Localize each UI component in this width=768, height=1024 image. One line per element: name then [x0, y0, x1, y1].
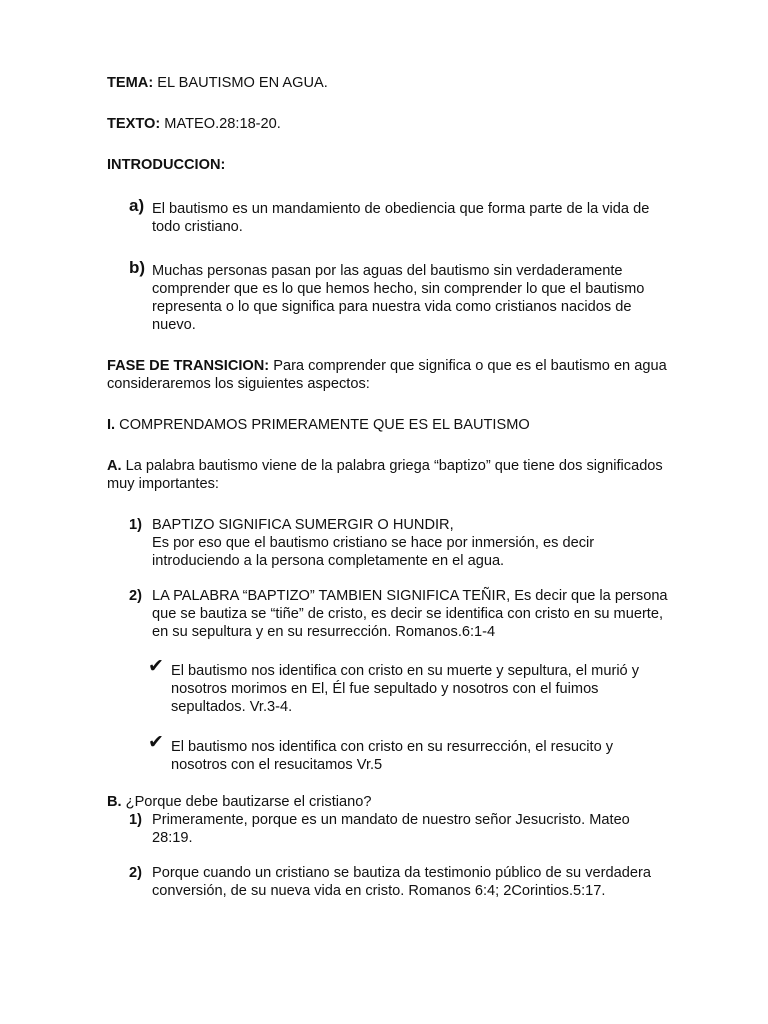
list-marker: 1) [129, 812, 142, 828]
b-item-2-text: Porque cuando un cristiano se bautiza da testimonio público de su verdadera conversión, de su nueva vida en cristo. Romanos 6:4; 2Corintios.5:17. [152, 865, 651, 899]
a-item-2 [129, 587, 669, 641]
fase-text: Para comprender que significa o que es el bautismo en agua consideraremos los siguientes aspectos: [107, 358, 667, 392]
b-item-1-text: Primeramente, porque es un mandato de nuestro señor Jesucristo. Mateo 28:19. [152, 812, 630, 846]
b-item-2 [129, 864, 669, 900]
texto-text: MATEO.28:18-20. [160, 116, 281, 132]
point-a-text: La palabra bautismo viene de la palabra griega “baptizo” que tiene dos significados muy importantes: [107, 458, 663, 492]
a-item-1-line2: Es por eso que el bautismo cristiano se hace por inmersión, es decir introduciendo a la persona completamente en el agua. [152, 535, 595, 569]
b-item-1 [129, 811, 669, 847]
tema-text: EL BAUTISMO EN AGUA. [153, 75, 328, 91]
point-a [107, 457, 667, 493]
point-a-label: A. [107, 458, 122, 474]
introduccion-heading: INTRODUCCION: [107, 157, 226, 173]
a-item-2-text: LA PALABRA “BAPTIZO” TAMBIEN SIGNIFICA TEÑIR, Es decir que la persona que se bautiza se “tiñe” de cristo, es decir se identifica con cristo en su muerte, en su sepultura y en su resurrección. Romanos.6:1-4 [152, 588, 668, 640]
a-item-1 [129, 516, 669, 570]
check-item-2 [148, 732, 668, 774]
section-text: COMPRENDAMOS PRIMERAMENTE QUE ES EL BAUTISMO [115, 417, 530, 433]
checkmark-icon: ✔ [148, 732, 164, 753]
intro-item-text: Muchas personas pasan por las aguas del bautismo sin verdaderamente comprender que es lo que hemos hecho, sin comprender lo que el bautismo representa o lo que significa para nuestra vida como cristianos nacidos de nuevo. [152, 263, 645, 333]
texto-line [107, 115, 667, 133]
point-b-label: B. [107, 794, 122, 810]
check-item-text: El bautismo nos identifica con cristo en su muerte y sepultura, el murió y nosotros morimos en El, Él fue sepultado y nosotros con el fuimos sepultados. Vr.3-4. [171, 663, 640, 715]
tema-line [107, 74, 667, 92]
intro-item-text: El bautismo es un mandamiento de obediencia que forma parte de la vida de todo cristiano. [152, 201, 650, 235]
section-label: I. [107, 417, 116, 433]
list-marker: 2) [129, 865, 142, 881]
a-item-1-line1: BAPTIZO SIGNIFICA SUMERGIR O HUNDIR, [152, 517, 454, 533]
list-marker: a) [129, 196, 145, 215]
point-b [107, 793, 667, 811]
intro-item-b [129, 258, 669, 334]
intro-item-a [129, 196, 669, 236]
tema-label: TEMA: [107, 75, 154, 91]
section-heading-1 [107, 416, 667, 434]
point-b-text: ¿Porque debe bautizarse el cristiano? [121, 794, 372, 810]
texto-label: TEXTO: [107, 116, 161, 132]
fase-transicion [107, 357, 667, 393]
fase-label: FASE DE TRANSICION: [107, 358, 270, 374]
list-marker: b) [129, 258, 146, 277]
checkmark-icon: ✔ [148, 656, 164, 677]
list-marker: 2) [129, 588, 142, 604]
check-item-1 [148, 656, 668, 716]
list-marker: 1) [129, 517, 142, 533]
check-item-text: El bautismo nos identifica con cristo en su resurrección, el resucito y nosotros con el resucitamos Vr.5 [171, 739, 614, 773]
